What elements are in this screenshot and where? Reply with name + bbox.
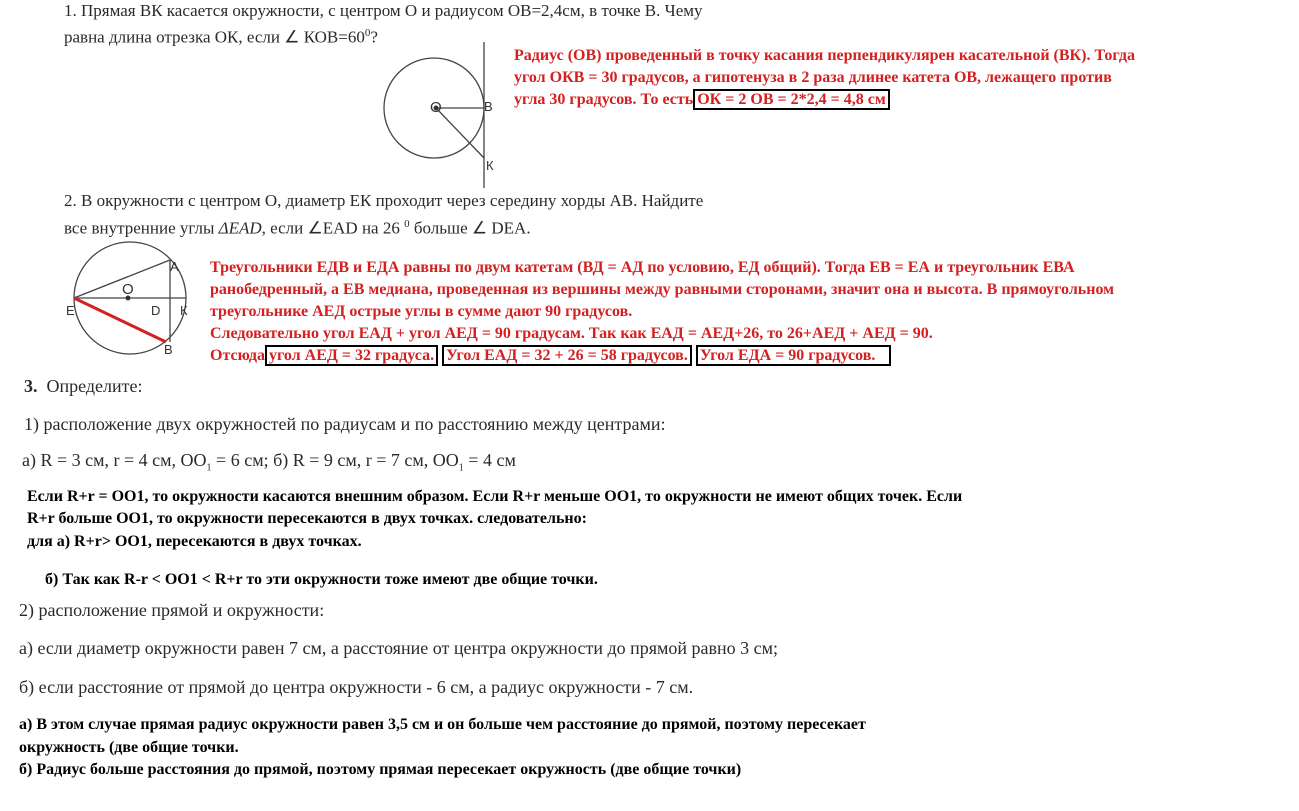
label-o: О — [122, 281, 134, 298]
problem3-answer2-line2: окружность (две общие точки. — [19, 739, 239, 756]
problem2-answer-line5: Отсюда угол АЕД = 32 градуса. Угол ЕАД = 32 + 26 = 58 градусов. Угол ЕДА = 90 градусов. — [210, 345, 891, 367]
problem3-sub1-values: а) R = 3 см, r = 4 см, $OO_1 = 6$ см; б) R = 9 см, r = 7 см, $OO_1 = 4$ см — [22, 450, 516, 474]
label-o: О — [430, 99, 442, 116]
problem1-line2: равна длина отрезка ОК, если ∠ $КОВ=60^0$? — [64, 27, 378, 47]
problem2-line1: 2. В окружности с центром О, диаметр ЕК проходит через середину хорды АВ. Найдите — [64, 191, 704, 210]
problem3-answer1-line2: R+r больше ОО1, то окружности пересекаются в двух точках. следовательно: — [27, 510, 587, 527]
problem3-answer1-line3: для а) R+r> OO1, пересекаются в двух точках. — [27, 533, 362, 550]
label-d: D — [151, 303, 161, 318]
label-k: К — [486, 158, 494, 173]
answer-box-eda: Угол ЕДА = 90 градусов. — [696, 345, 892, 366]
problem2-answer-line2: ранобедренный, а ЕВ медиана, проведенная из вершины между равными сторонами, значит она и высота. В прямоугольном — [210, 281, 1115, 298]
problem3-answer2-line1: а) В этом случае прямая радиус окружности равен 3,5 см и он больше чем расстояние до прямой, поэтому пересекает — [19, 716, 866, 733]
label-a: А — [170, 259, 179, 274]
problem1-answer-line3: угла 30 градусов. То есть ОК = 2 ОВ = 2*2,4 = 4,8 см — [514, 89, 890, 111]
answer-box-ead: Угол ЕАД = 32 + 26 = 58 градусов. — [442, 345, 692, 366]
label-b: В — [484, 99, 493, 114]
problem2-line2: все внутренние углы ΔEAD, если ∠EAD на 26 $^0$ больше ∠ DEA. — [64, 218, 531, 238]
problem3-sub2: 2) расположение прямой и окружности: — [19, 600, 325, 620]
problem3-answer1-line1: Если R+r = OO1, то окружности касаются внешним образом. Если R+r меньше ОО1, то окружности не имеют общих точек. Если — [27, 488, 963, 505]
problem3-answer2-line3: б) Радиус больше расстояния до прямой, поэтому прямая пересекает окружность (две общие точки) — [19, 761, 742, 778]
problem3-sub2a: а) если диаметр окружности равен 7 см, а расстояние от центра окружности до прямой равно 3 см; — [19, 638, 779, 658]
problem3-sub2b: б) если расстояние от прямой до центра окружности - 6 см, а радиус окружности - 7 см. — [19, 677, 694, 697]
problem1-line1: 1. Прямая ВК касается окружности, с центром О и радиусом ОВ=2,4см, в точке В. Чему — [64, 1, 703, 20]
figure-tangent-circle — [380, 40, 500, 190]
problem1-answer-line2: угол ОКВ = 30 градусов, а гипотенуза в 2 раза длинее катета ОВ, лежащего против — [514, 69, 1112, 86]
label-b: В — [164, 342, 173, 357]
problem3-heading: 3. Определите: — [24, 376, 143, 396]
label-e: Е — [66, 303, 75, 318]
problem3-sub1: 1) расположение двух окружностей по радиусам и по расстоянию между центрами: — [24, 414, 666, 434]
answer-box-ok: ОК = 2 ОВ = 2*2,4 = 4,8 см — [693, 89, 890, 110]
problem2-answer-line1: Треугольники ЕДВ и ЕДА равны по двум катетам (ВД = АД по условию, ЕД общий). Тогда ЕВ = ЕА и треугольник ЕВА — [210, 259, 1075, 276]
problem1-answer-line1: Радиус (ОВ) проведенный в точку касания перпендикулярен касательной (ВК). Тогда — [514, 47, 1135, 64]
figure-diameter-circle — [62, 238, 202, 360]
answer-box-aed: угол АЕД = 32 градуса. — [265, 345, 438, 366]
problem2-answer-line4: Следовательно угол ЕАД + угол АЕД = 90 градусам. Так как ЕАД = АЕД+26, то 26+АЕД + АЕД = 90. — [210, 325, 933, 342]
label-k: К — [180, 303, 188, 318]
problem2-answer-line3: треугольнике АЕД острые углы в сумме дают 90 градусов. — [210, 303, 633, 320]
problem3-answer1b: б) Так как R-r < OO1 < R+r то эти окружности тоже имеют две общие точки. — [45, 571, 598, 588]
